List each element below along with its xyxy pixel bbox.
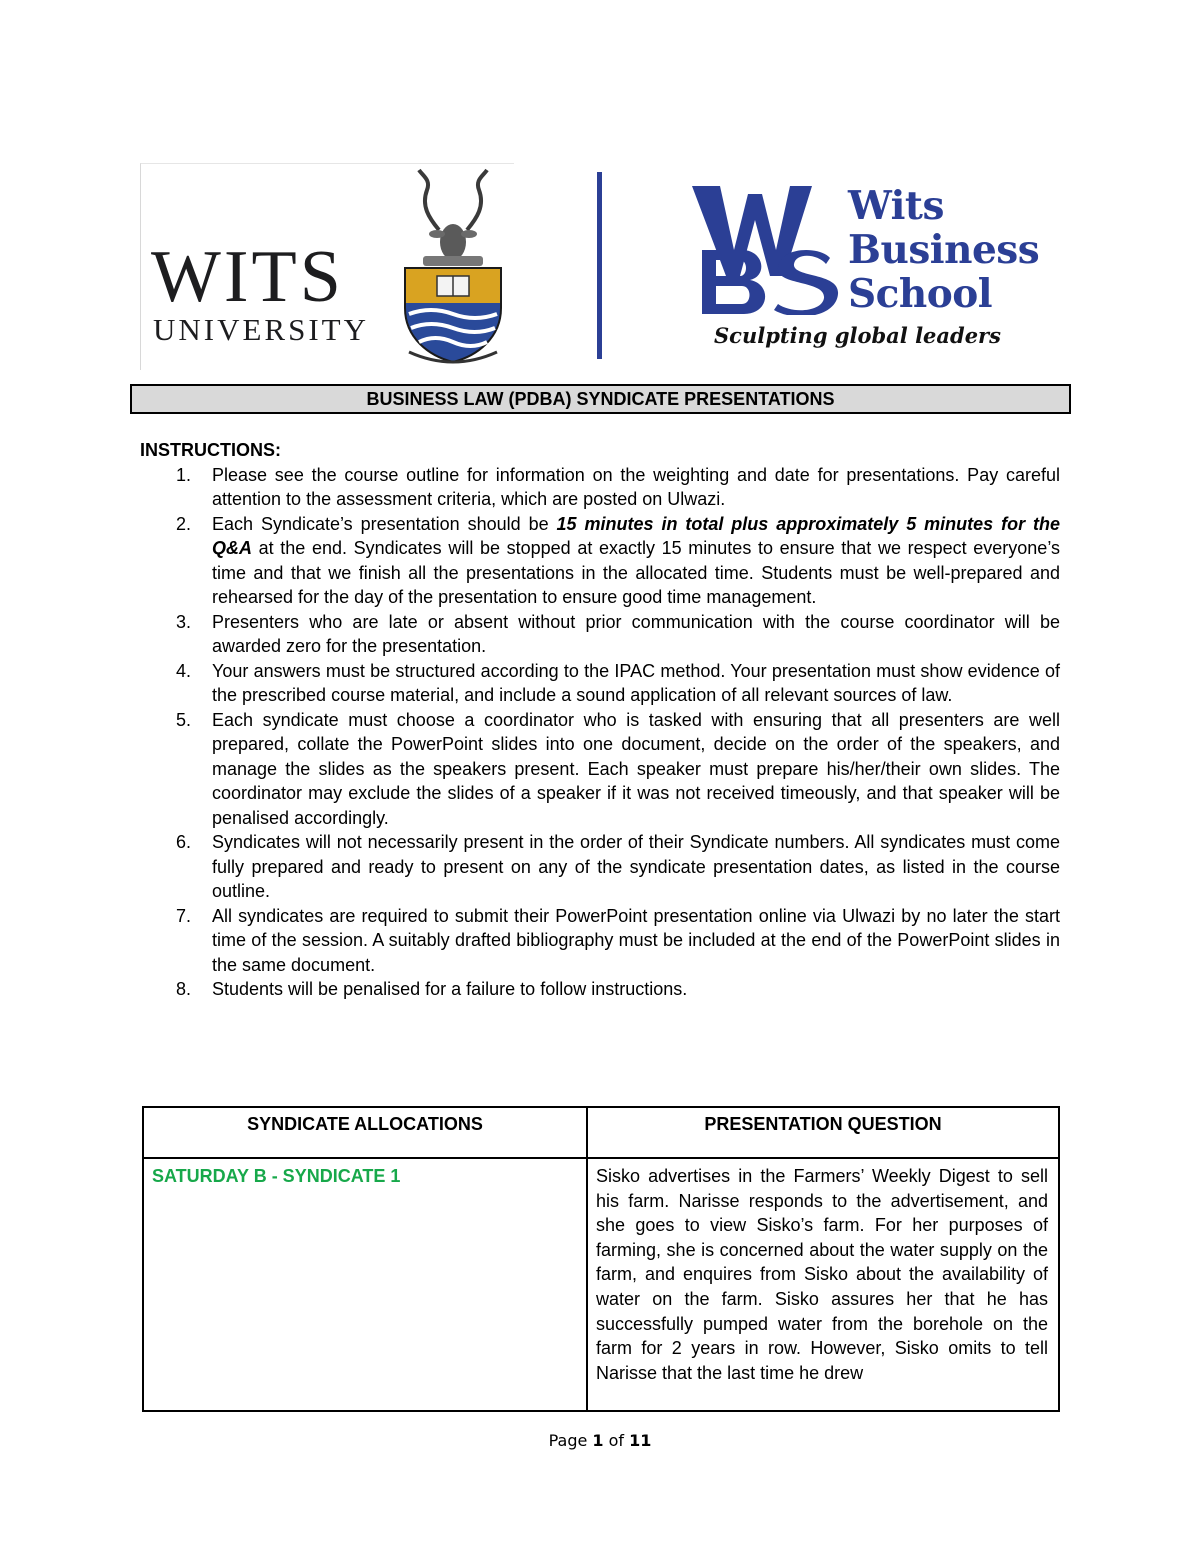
wits-business-school-logo: [690, 180, 1040, 355]
wits-wordmark: WITS: [151, 236, 344, 318]
instruction-number: 1.: [176, 464, 192, 485]
instruction-number: 6.: [176, 832, 192, 852]
instruction-number: 2.: [176, 513, 192, 534]
instructions-heading: INSTRUCTIONS:: [140, 440, 281, 460]
instruction-number: 8.: [176, 979, 192, 999]
instruction-text: Presenters who are late or absent without prior communication with the course coordinator will be awarded zero for the presentation.: [212, 611, 1060, 656]
instruction-item: [140, 830, 1060, 904]
instruction-number: 7.: [176, 905, 192, 926]
syndicate-label: SATURDAY B - SYNDICATE 1: [152, 1166, 401, 1186]
header-label: PRESENTATION QUESTION: [704, 1114, 942, 1134]
document-title: BUSINESS LAW (PDBA) SYNDICATE PRESENTATIONS: [130, 384, 1071, 414]
table-header-syndicate: [143, 1107, 587, 1158]
instruction-text-post: at the end. Syndicates will be stopped at exactly 15 minutes to ensure that we respect everyone’s time and that we finish all the presentations in the allocated time. Students must be well-prepared and rehearsed for the day of the presentation to ensure good time management.: [212, 538, 1060, 607]
university-wordmark: UNIVERSITY: [153, 312, 369, 347]
instruction-text: Your answers must be structured according to the IPAC method. Your presentation must show evidence of the prescribed course material, and include a sound application of all relevant sources of law.: [212, 660, 1060, 705]
question-cell: [587, 1158, 1059, 1411]
header-label: SYNDICATE ALLOCATIONS: [247, 1114, 483, 1134]
page-footer: [0, 1431, 1200, 1450]
instruction-item: [140, 463, 1060, 512]
instruction-text: Students will be penalised for a failure to follow instructions.: [212, 979, 688, 999]
table-header-row: [143, 1107, 1059, 1158]
instructions-list: [140, 463, 1060, 1002]
presentation-question: Sisko advertises in the Farmers’ Weekly Digest to sell his farm. Narisse responds to the advertisement, and she goes to view Sisko’s farm. For her purposes of farming, she is concerned about the water supply on the farm, and enquires from Sisko about the availability of water on the farm. Sisko assures her that he has successfully pumped water from the borehole on the farm for 2 years in row. However, Sisko omits to tell Narisse that the last time he drew: [596, 1166, 1048, 1383]
instruction-item: [140, 512, 1060, 610]
table-header-question: [587, 1107, 1059, 1158]
instruction-text: All syndicates are required to submit their PowerPoint presentation online via Ulwazi by no later the start time of the session. A suitably drafted bibliography must be included at the end of the PowerPoint slides in the same document.: [212, 905, 1060, 975]
table-row: [143, 1158, 1059, 1411]
instruction-item: [140, 904, 1060, 978]
instruction-number: 4.: [176, 660, 192, 681]
total-page-count: 11: [629, 1431, 652, 1450]
instruction-item: [140, 977, 1060, 1002]
instructions-section: [140, 438, 1060, 1002]
instruction-number: 5.: [176, 709, 192, 730]
syndicate-allocation-table: [142, 1106, 1060, 1412]
instruction-item: [140, 610, 1060, 659]
instruction-text: Please see the course outline for information on the weighting and date for presentations. Pay careful attention to the assessment criteria, which are posted on Ulwazi.: [212, 464, 1060, 509]
instruction-text-pre: Each Syndicate’s presentation should be: [212, 513, 557, 534]
wbs-name: [848, 184, 1039, 316]
footer-middle: of: [603, 1431, 630, 1450]
footer-prefix: Page: [548, 1431, 593, 1450]
wits-university-logo: [140, 163, 514, 370]
current-page-number: 1: [592, 1431, 604, 1450]
wbs-name-line-2: Business: [848, 227, 1040, 273]
syndicate-cell: [143, 1158, 587, 1411]
wbs-name-line-1: Wits: [848, 183, 944, 229]
wits-crest-icon: [399, 168, 507, 364]
instruction-text: Each syndicate must choose a coordinator who is tasked with ensuring that all presenters are well prepared, collate the PowerPoint slides into one document, decide on the order of the speakers, and manage the slides as the speakers present. Each speaker must prepare his/her/their own slides. The coordinator may exclude the slides of a speaker if it was not received timeously, and that speaker will be penalised accordingly.: [212, 709, 1060, 828]
wbs-tagline: Sculpting global leaders: [714, 323, 1001, 348]
instruction-item: [140, 708, 1060, 831]
instruction-text-emphasis: 15 minutes in total plus approximately 5 minutes for the Q&A: [212, 513, 1061, 558]
wbs-name-line-3: School: [848, 271, 993, 317]
instruction-number: 3.: [176, 611, 192, 632]
instruction-text: Syndicates will not necessarily present in the order of their Syndicate numbers. All syndicates must come fully prepared and ready to present on any of the syndicate presentation dates, as listed in the course outline.: [212, 832, 1060, 901]
wbs-monogram-icon: [690, 180, 840, 315]
instruction-item: [140, 659, 1060, 708]
logo-divider: [597, 172, 602, 359]
